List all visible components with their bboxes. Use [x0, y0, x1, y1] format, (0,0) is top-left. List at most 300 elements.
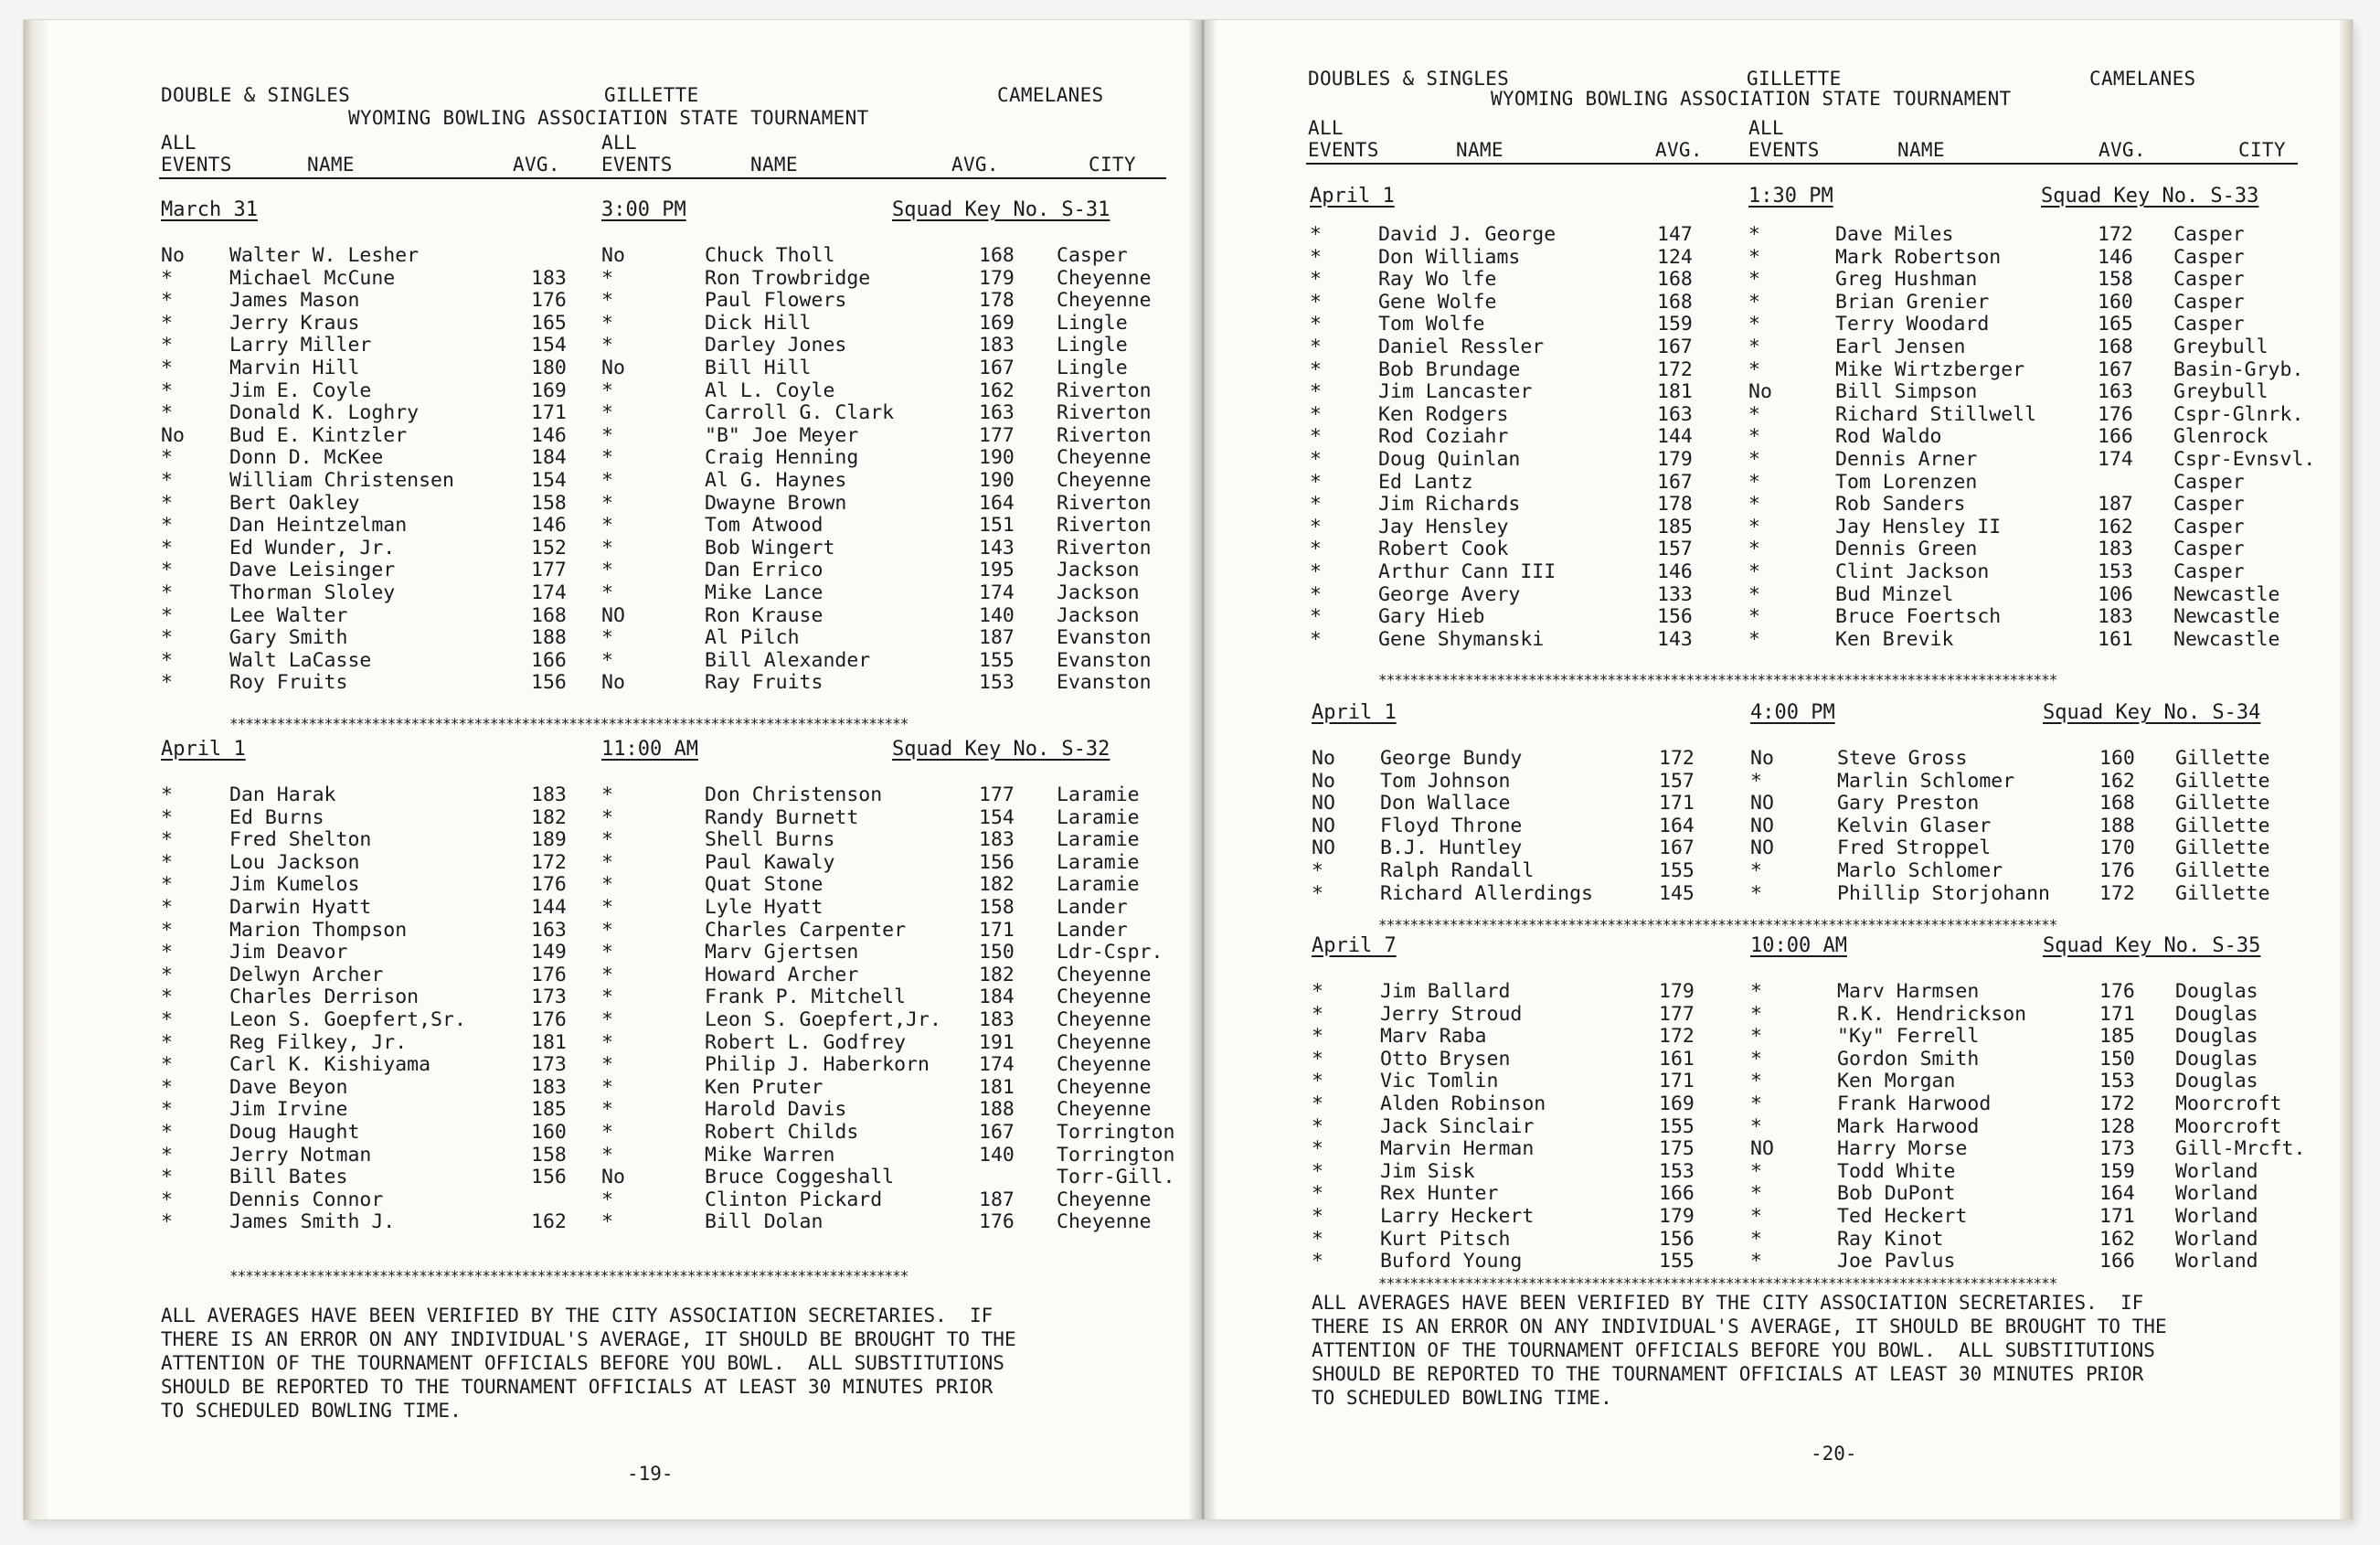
bowler-average: 176	[2099, 859, 2135, 882]
bowler-average: 158	[979, 896, 1015, 919]
bowler-name: Kelvin Glaser	[1837, 814, 1992, 837]
bowler-name: Richard Allerdings	[1380, 881, 1593, 905]
header-city: GILLETTE	[1747, 68, 1842, 90]
bowler-name: Leon S. Goepfert,Sr.	[229, 1008, 466, 1031]
all-events-marker: *	[161, 311, 173, 335]
all-events-marker: *	[161, 1098, 173, 1122]
bowler-name: Terry Woodard	[1835, 313, 1990, 336]
bowler-city: Evanston	[1057, 648, 1152, 672]
all-events-marker: *	[601, 850, 613, 874]
col-city: CITY	[1089, 154, 1136, 176]
bowler-average: 152	[531, 536, 567, 559]
bowler-name: Donn D. McKee	[229, 446, 384, 470]
bowler-name: Doug Quinlan	[1378, 448, 1521, 471]
bowler-average: 156	[531, 1166, 567, 1189]
bowler-name: Charles Carpenter	[705, 918, 907, 942]
bowler-city: Gillette	[2175, 792, 2270, 815]
all-events-marker: *	[1748, 290, 1760, 314]
all-events-marker: *	[1750, 1047, 1762, 1071]
all-events-marker: NO	[1312, 792, 1335, 815]
bowler-average: 171	[979, 918, 1015, 942]
bowler-city: Cspr-Evnsvl.	[2173, 448, 2316, 471]
all-events-marker: *	[601, 648, 613, 672]
bowler-average: 174	[979, 581, 1015, 604]
bowler-average: 188	[979, 1098, 1015, 1122]
bowler-name: Dick Hill	[705, 311, 812, 335]
all-events-marker: No	[161, 423, 185, 447]
bowler-average: 190	[979, 446, 1015, 470]
all-events-marker: *	[1750, 1205, 1762, 1228]
all-events-marker: No	[161, 244, 185, 267]
squad-date: March 31	[161, 198, 258, 221]
bowler-average: 178	[1657, 493, 1693, 517]
bowler-average: 146	[531, 514, 567, 538]
bowler-name: Todd White	[1837, 1159, 1956, 1183]
bowler-city: Casper	[2173, 470, 2245, 494]
bowler-name: Fred Stroppel	[1837, 836, 1992, 860]
squad-date: April 1	[1312, 701, 1397, 724]
bowler-city: Cheyenne	[1057, 266, 1152, 290]
all-events-marker: *	[1310, 538, 1322, 561]
bowler-average: 191	[979, 1030, 1015, 1054]
squad-date: April 1	[161, 738, 246, 761]
bowler-name: Paul Flowers	[705, 289, 847, 313]
bowler-name: Robert Childs	[705, 1121, 859, 1144]
page-number: -19-	[627, 1463, 674, 1485]
all-events-marker: *	[1312, 859, 1323, 882]
bowler-name: Clinton Pickard	[705, 1188, 883, 1211]
bowler-average: 154	[531, 469, 567, 492]
bowler-average: 150	[979, 941, 1015, 964]
bowler-average: 172	[2099, 1092, 2135, 1115]
bowler-name: James Mason	[229, 289, 360, 313]
all-events-marker: *	[601, 536, 613, 559]
bowler-average: 181	[531, 1030, 567, 1054]
all-events-marker: *	[161, 1008, 173, 1031]
all-events-marker: *	[1748, 493, 1760, 517]
col-avg-1: AVG.	[1655, 139, 1703, 161]
all-events-marker: *	[601, 334, 613, 357]
all-events-marker: *	[161, 1143, 173, 1167]
bowler-name: George Bundy	[1380, 747, 1523, 770]
bowler-city: Casper	[2173, 245, 2245, 269]
bowler-average: 162	[531, 1210, 567, 1234]
all-events-marker: *	[161, 986, 173, 1009]
bowler-average: 178	[979, 289, 1015, 313]
bowler-name: Carroll G. Clark	[705, 401, 895, 425]
all-events-marker: *	[161, 446, 173, 470]
bowler-average: 188	[531, 626, 567, 650]
bowler-average: 177	[1659, 1002, 1695, 1026]
bowler-name: Tom Wolfe	[1378, 313, 1485, 336]
bowler-average: 150	[2099, 1047, 2135, 1071]
bowler-average: 167	[2098, 357, 2133, 381]
all-events-marker: *	[1310, 402, 1322, 426]
page-number: -20-	[1811, 1443, 1857, 1465]
all-events-marker: *	[1312, 980, 1323, 1003]
bowler-city: Lingle	[1057, 334, 1128, 357]
bowler-city: Casper	[2173, 268, 2245, 292]
bowler-average: 176	[531, 289, 567, 313]
bowler-name: Daniel Ressler	[1378, 336, 1545, 358]
bowler-city: Jackson	[1057, 559, 1140, 582]
bowler-name: Bud Minzel	[1835, 582, 1954, 606]
bowler-average: 146	[531, 423, 567, 447]
bowler-name: Ken Brevik	[1835, 627, 1954, 651]
bowler-average: 156	[1659, 1227, 1695, 1251]
bowler-average: 179	[1659, 1205, 1695, 1228]
bowler-city: Laramie	[1057, 783, 1140, 806]
all-events-marker: *	[1748, 336, 1760, 358]
bowler-name: Ray Fruits	[705, 671, 823, 695]
bowler-average: 140	[979, 603, 1015, 627]
bowler-name: Darwin Hyatt	[229, 896, 372, 919]
bowler-name: Bert Oakley	[229, 491, 360, 515]
bowler-name: Tom Johnson	[1380, 769, 1511, 793]
all-events-marker: *	[1310, 515, 1322, 538]
bowler-name: Mark Robertson	[1835, 245, 2002, 269]
bowler-average: 171	[1659, 1070, 1695, 1093]
bowler-name: Darley Jones	[705, 334, 847, 357]
col-events-1: EVENTS	[1308, 139, 1379, 161]
all-events-marker: NO	[1750, 792, 1774, 815]
bowler-average: 155	[1659, 1114, 1695, 1138]
bowler-city: Worland	[2175, 1182, 2258, 1206]
all-events-marker: *	[601, 266, 613, 290]
bowler-name: Philip J. Haberkorn	[705, 1053, 930, 1077]
bowler-city: Casper	[2173, 493, 2245, 517]
all-events-marker: *	[601, 559, 613, 582]
all-events-marker: *	[1748, 538, 1760, 561]
all-events-marker: *	[1750, 1159, 1762, 1183]
bowler-average: 161	[2098, 627, 2133, 651]
bowler-name: Gordon Smith	[1837, 1047, 1980, 1071]
bowler-average: 182	[979, 873, 1015, 897]
all-events-marker: *	[601, 311, 613, 335]
all-events-marker: NO	[1750, 1137, 1774, 1161]
header-tournament: WYOMING BOWLING ASSOCIATION STATE TOURNAMENT	[1491, 88, 2012, 110]
bowler-name: Gary Hieb	[1378, 605, 1485, 629]
bowler-city: Cheyenne	[1057, 1188, 1152, 1211]
bowler-name: Fred Shelton	[229, 828, 372, 852]
bowler-name: Gary Preston	[1837, 792, 1980, 815]
bowler-average: 162	[979, 378, 1015, 402]
bowler-name: Ed Burns	[229, 805, 324, 829]
all-events-marker: No	[601, 357, 625, 379]
bowler-name: Thorman Sloley	[229, 581, 396, 604]
bowler-average: 160	[531, 1121, 567, 1144]
star-divider: **************************************************************************************	[229, 1267, 908, 1284]
all-events-marker: *	[1310, 560, 1322, 583]
bowler-name: Steve Gross	[1837, 747, 1968, 770]
bowler-name: Dave Miles	[1835, 223, 1954, 246]
bowler-average: 166	[1659, 1182, 1695, 1206]
bowler-name: Roy Fruits	[229, 671, 348, 695]
bowler-average: 128	[2099, 1114, 2135, 1138]
bowler-city: Worland	[2175, 1250, 2258, 1273]
all-events-marker: *	[1750, 1182, 1762, 1206]
bowler-average: 176	[531, 873, 567, 897]
all-events-marker: *	[1310, 470, 1322, 494]
squad-time: 1:30 PM	[1748, 185, 1833, 208]
all-events-marker: *	[601, 581, 613, 604]
bowler-name: Rex Hunter	[1380, 1182, 1499, 1206]
bowler-name: Earl Jensen	[1835, 336, 1966, 358]
bowler-name: Dave Beyon	[229, 1075, 348, 1099]
bowler-city: Cheyenne	[1057, 1098, 1152, 1122]
bowler-name: Rob Sanders	[1835, 493, 1966, 517]
bowler-average: 180	[531, 357, 567, 379]
all-events-marker: *	[1748, 515, 1760, 538]
bowler-average: 171	[1659, 792, 1695, 815]
all-events-marker: *	[1748, 627, 1760, 651]
all-events-marker: *	[1312, 1092, 1323, 1115]
all-events-marker: *	[161, 1030, 173, 1054]
all-events-marker: *	[1310, 605, 1322, 629]
bowler-name: Dave Leisinger	[229, 559, 396, 582]
bowler-average: 174	[531, 581, 567, 604]
all-events-marker: *	[601, 963, 613, 986]
bowler-name: Dan Heintzelman	[229, 514, 408, 538]
bowler-city: Casper	[2173, 290, 2245, 314]
all-events-marker: *	[1748, 425, 1760, 449]
bowler-name: Bud E. Kintzler	[229, 423, 408, 447]
all-events-marker: *	[161, 1188, 173, 1211]
bowler-average: 168	[531, 603, 567, 627]
bowler-name: Mike Wirtzberger	[1835, 357, 2025, 381]
bowler-name: Ken Morgan	[1837, 1070, 1956, 1093]
bowler-name: Dennis Connor	[229, 1188, 384, 1211]
bowler-city: Riverton	[1057, 378, 1152, 402]
all-events-marker: *	[161, 1121, 173, 1144]
bowler-average: 146	[2098, 245, 2133, 269]
bowler-name: Walter W. Lesher	[229, 244, 420, 267]
bowler-name: "Ky" Ferrell	[1837, 1025, 1980, 1049]
bowler-average: 179	[1659, 980, 1695, 1003]
bowler-city: Casper	[2173, 223, 2245, 246]
all-events-marker: *	[1310, 313, 1322, 336]
bowler-name: Delwyn Archer	[229, 963, 384, 986]
bowler-name: Michael McCune	[229, 266, 396, 290]
all-events-marker: NO	[1750, 836, 1774, 860]
bowler-average: 171	[2099, 1205, 2135, 1228]
all-events-marker: *	[1312, 1114, 1323, 1138]
bowler-average: 147	[1657, 223, 1693, 246]
bowler-average: 169	[979, 311, 1015, 335]
all-events-marker: *	[601, 378, 613, 402]
bowler-average: 165	[2098, 313, 2133, 336]
all-events-marker: *	[1312, 1002, 1323, 1026]
bowler-city: Casper	[2173, 538, 2245, 561]
bowler-average: 172	[1657, 357, 1693, 381]
col-name-2: NAME	[1897, 139, 1945, 161]
bowler-average: 167	[979, 1121, 1015, 1144]
bowler-name: Bill Simpson	[1835, 380, 1978, 404]
bowler-average: 157	[1659, 769, 1695, 793]
all-events-marker: *	[161, 873, 173, 897]
bowler-average: 177	[531, 559, 567, 582]
bowler-average: 162	[2099, 769, 2135, 793]
all-events-marker: *	[1750, 1227, 1762, 1251]
bowler-city: Cheyenne	[1057, 1008, 1152, 1031]
bowler-average: 151	[979, 514, 1015, 538]
bowler-name: Ed Lantz	[1378, 470, 1473, 494]
bowler-average: 154	[979, 805, 1015, 829]
bowler-city: Torr-Gill.	[1057, 1166, 1175, 1189]
bowler-average: 156	[979, 850, 1015, 874]
all-events-marker: *	[161, 1053, 173, 1077]
col-city: CITY	[2238, 139, 2286, 161]
all-events-marker: *	[161, 536, 173, 559]
bowler-average: 175	[1659, 1137, 1695, 1161]
bowler-name: Jerry Kraus	[229, 311, 360, 335]
bowler-city: Cheyenne	[1057, 963, 1152, 986]
all-events-marker: No	[1312, 769, 1335, 793]
bowler-name: Otto Brysen	[1380, 1047, 1511, 1071]
bowler-city: Worland	[2175, 1159, 2258, 1183]
bowler-name: R.K. Hendrickson	[1837, 1002, 2027, 1026]
all-events-marker: *	[1310, 290, 1322, 314]
bowler-average: 158	[2098, 268, 2133, 292]
col-avg-2: AVG.	[951, 154, 999, 176]
bowler-average: 174	[2098, 448, 2133, 471]
bowler-name: Mike Lance	[705, 581, 823, 604]
bowler-average: 187	[979, 1188, 1015, 1211]
bowler-average: 168	[1657, 268, 1693, 292]
bowler-name: Dan Harak	[229, 783, 336, 806]
squad-time: 4:00 PM	[1750, 701, 1835, 724]
bowler-average: 158	[531, 491, 567, 515]
bowler-name: Frank Harwood	[1837, 1092, 1992, 1115]
squad-key: Squad Key No. S-32	[892, 738, 1110, 761]
bowler-city: Cheyenne	[1057, 469, 1152, 492]
bowler-average: 170	[2099, 836, 2135, 860]
col-avg-2: AVG.	[2098, 139, 2146, 161]
header-title-left: DOUBLES & SINGLES	[1308, 68, 1510, 90]
bowler-average: 183	[979, 1008, 1015, 1031]
bowler-average: 165	[531, 311, 567, 335]
all-events-marker: *	[1750, 859, 1762, 882]
bowler-name: Larry Heckert	[1380, 1205, 1535, 1228]
all-events-marker: *	[161, 401, 173, 425]
bowler-name: Walt LaCasse	[229, 648, 372, 672]
bowler-average: 176	[2098, 402, 2133, 426]
star-divider: **************************************************************************************	[1378, 916, 2057, 933]
bowler-city: Laramie	[1057, 805, 1140, 829]
bowler-name: Frank P. Mitchell	[705, 986, 907, 1009]
bowler-name: Charles Derrison	[229, 986, 420, 1009]
col-all-2: ALL	[601, 132, 637, 154]
bowler-city: Lander	[1057, 918, 1128, 942]
bowler-name: Jim Ballard	[1380, 980, 1511, 1003]
bowler-average: 181	[1657, 380, 1693, 404]
all-events-marker: NO	[601, 603, 625, 627]
bowler-average: 133	[1657, 582, 1693, 606]
all-events-marker: *	[1748, 268, 1760, 292]
bowler-average: 185	[2099, 1025, 2135, 1049]
all-events-marker: *	[601, 1210, 613, 1234]
star-divider: **************************************************************************************	[229, 715, 908, 732]
all-events-marker: *	[601, 514, 613, 538]
bowler-average: 171	[2099, 1002, 2135, 1026]
all-events-marker: *	[601, 783, 613, 806]
bowler-average: 140	[979, 1143, 1015, 1167]
bowler-city: Moorcroft	[2175, 1114, 2282, 1138]
all-events-marker: *	[1750, 1092, 1762, 1115]
all-events-marker: *	[601, 986, 613, 1009]
bowler-city: Laramie	[1057, 828, 1140, 852]
bowler-city: Torrington	[1057, 1143, 1175, 1167]
header-venue: CAMELANES	[997, 84, 1104, 106]
bowler-name: Larry Miller	[229, 334, 372, 357]
bowler-average: 153	[979, 671, 1015, 695]
squad-date: April 7	[1312, 934, 1397, 957]
bowler-average: 160	[2099, 747, 2135, 770]
bowler-average: 182	[979, 963, 1015, 986]
all-events-marker: *	[161, 963, 173, 986]
bowler-average: 174	[979, 1053, 1015, 1077]
all-events-marker: *	[601, 828, 613, 852]
bowler-city: Evanston	[1057, 626, 1152, 650]
all-events-marker: *	[1312, 1070, 1323, 1093]
bowler-average: 167	[1657, 470, 1693, 494]
bowler-name: Ken Rodgers	[1378, 402, 1509, 426]
bowler-city: Laramie	[1057, 873, 1140, 897]
bowler-average: 167	[1659, 836, 1695, 860]
all-events-marker: *	[1750, 1025, 1762, 1049]
bowler-average: 187	[979, 626, 1015, 650]
all-events-marker: *	[1310, 425, 1322, 449]
bowler-name: Howard Archer	[705, 963, 859, 986]
bowler-name: Chuck Tholl	[705, 244, 835, 267]
bowler-name: Lyle Hyatt	[705, 896, 823, 919]
all-events-marker: No	[1748, 380, 1772, 404]
bowler-city: Casper	[2173, 560, 2245, 583]
bowler-average: 172	[1659, 1025, 1695, 1049]
star-divider: **************************************************************************************	[1378, 1274, 2057, 1292]
all-events-marker: *	[601, 401, 613, 425]
all-events-marker: *	[1312, 1250, 1323, 1273]
all-events-marker: *	[161, 491, 173, 515]
all-events-marker: *	[601, 941, 613, 964]
col-name-1: NAME	[307, 154, 355, 176]
bowler-average: 183	[531, 783, 567, 806]
all-events-marker: *	[1750, 1070, 1762, 1093]
bowler-name: Marv Gjertsen	[705, 941, 859, 964]
bowler-average: 176	[531, 963, 567, 986]
bowler-average: 183	[2098, 538, 2133, 561]
all-events-marker: *	[1310, 357, 1322, 381]
all-events-marker: *	[161, 559, 173, 582]
all-events-marker: *	[1310, 448, 1322, 471]
bowler-name: James Smith J.	[229, 1210, 396, 1234]
squad-key: Squad Key No. S-35	[2043, 934, 2261, 957]
bowler-average: 176	[2099, 980, 2135, 1003]
bowler-name: Marv Harmsen	[1837, 980, 1980, 1003]
header-tournament: WYOMING BOWLING ASSOCIATION STATE TOURNAMENT	[348, 107, 869, 129]
bowler-name: Ed Wunder, Jr.	[229, 536, 396, 559]
bowler-average: 154	[531, 334, 567, 357]
bowler-average: 169	[1659, 1092, 1695, 1115]
bowler-city: Gillette	[2175, 769, 2270, 793]
bowler-name: Shell Burns	[705, 828, 835, 852]
bowler-name: Ralph Randall	[1380, 859, 1535, 882]
right-page	[1207, 20, 2353, 1519]
all-events-marker: *	[1750, 1114, 1762, 1138]
bowler-name: Greg Hushman	[1835, 268, 1978, 292]
col-events-2: EVENTS	[1748, 139, 1820, 161]
header-venue: CAMELANES	[2089, 68, 2196, 90]
